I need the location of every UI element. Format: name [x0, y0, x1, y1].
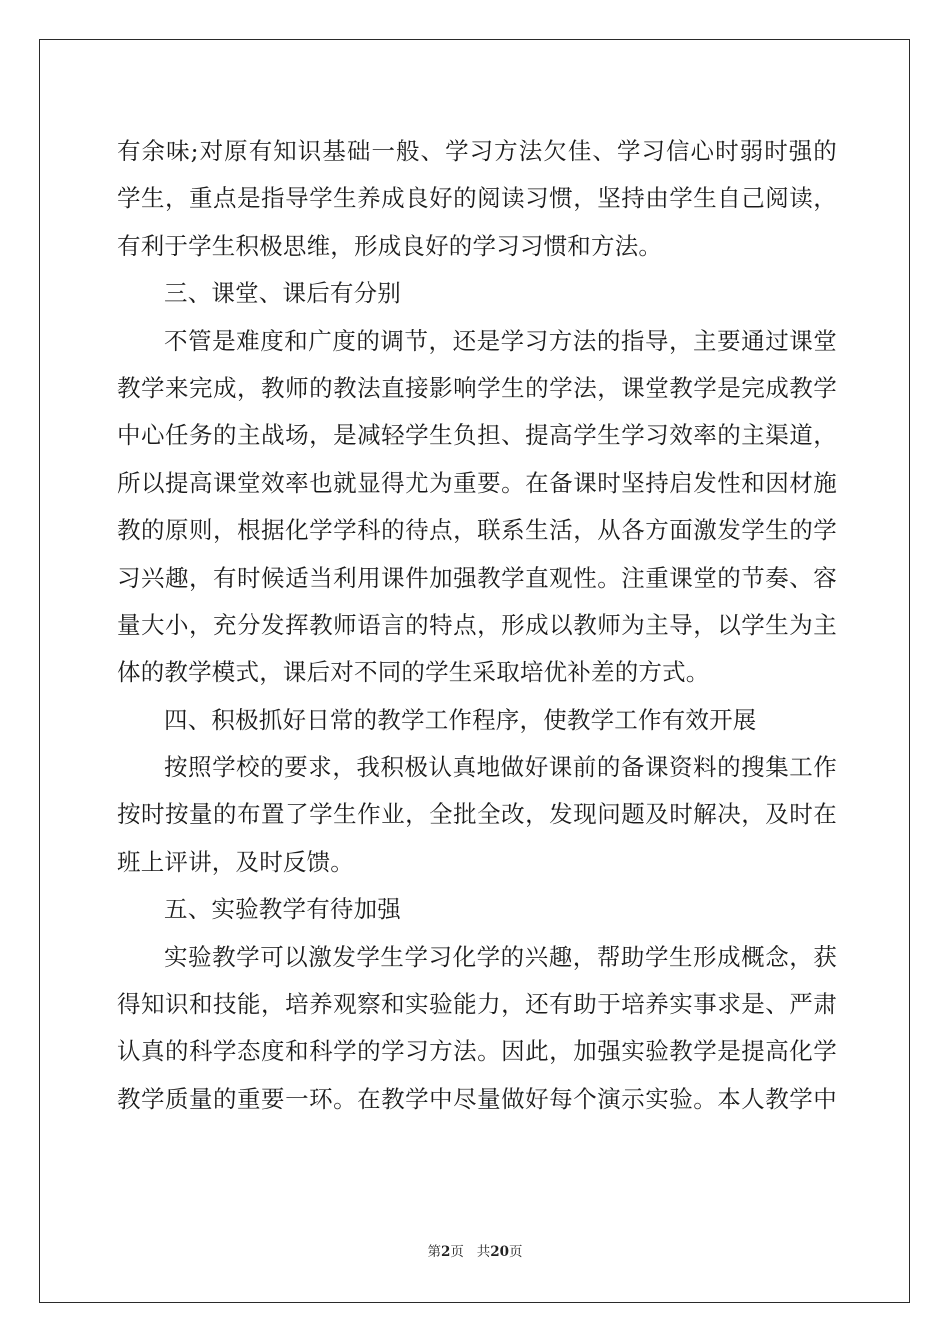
- page-suffix: 页: [450, 1244, 464, 1260]
- text-line: 按时按量的布置了学生作业，全批全改，发现问题及时解决，及时在: [117, 800, 837, 829]
- text-line: 有余味;对原有知识基础一般、学习方法欠佳、学习信心时弱时强的: [117, 137, 837, 165]
- page-footer: [0, 1240, 950, 1260]
- section-heading: 四、积极抓好日常的教学工作程序，使教学工作有效开展: [164, 705, 757, 734]
- text-line: 体的教学模式，课后对不同的学生采取培优补差的方式。: [117, 658, 710, 687]
- text-line: 中心任务的主战场，是减轻学生负担、提高学生学习效率的主渠道，: [117, 421, 837, 450]
- text-line: 不管是难度和广度的调节，还是学习方法的指导，主要通过课堂: [164, 326, 837, 355]
- document-body: [117, 128, 837, 1123]
- section-heading: 三、课堂、课后有分别: [164, 279, 401, 308]
- page-number: 2: [440, 1244, 451, 1260]
- text-line: 所以提高课堂效率也就显得尤为重要。在备课时坚持启发性和因材施: [117, 468, 837, 497]
- text-line: 教学来完成，教师的教法直接影响学生的学法，课堂教学是完成教学: [117, 373, 837, 402]
- text-line: 习兴趣，有时候适当利用课件加强教学直观性。注重课堂的节奏、容: [117, 563, 837, 592]
- text-line: 认真的科学态度和科学的学习方法。因此，加强实验教学是提高化学: [117, 1037, 837, 1066]
- text-line: 量大小，充分发挥教师语言的特点，形成以教师为主导，以学生为主: [117, 610, 837, 639]
- total-pages: 20: [490, 1244, 510, 1260]
- text-line: 得知识和技能，培养观察和实验能力，还有助于培养实事求是、严肃: [117, 990, 837, 1019]
- text-line: 班上评讲，及时反馈。: [117, 847, 354, 876]
- text-line: 学生，重点是指导学生养成良好的阅读习惯，坚持由学生自己阅读，: [117, 184, 837, 213]
- text-line: 按照学校的要求，我积极认真地做好课前的备课资料的搜集工作: [164, 753, 837, 782]
- text-line: 教学质量的重要一环。在教学中尽量做好每个演示实验。本人教学中: [117, 1084, 837, 1113]
- total-prefix: 共: [476, 1244, 491, 1260]
- text-line: 教的原则，根据化学学科的待点，联系生活，从各方面激发学生的学: [117, 516, 837, 545]
- text-line: 实验教学可以激发学生学习化学的兴趣，帮助学生形成概念，获: [164, 942, 837, 971]
- section-heading: 五、实验教学有待加强: [164, 895, 401, 924]
- total-suffix: 页: [509, 1244, 523, 1260]
- text-line: 有利于学生积极思维，形成良好的学习习惯和方法。: [117, 231, 663, 260]
- page-prefix: 第: [427, 1244, 441, 1260]
